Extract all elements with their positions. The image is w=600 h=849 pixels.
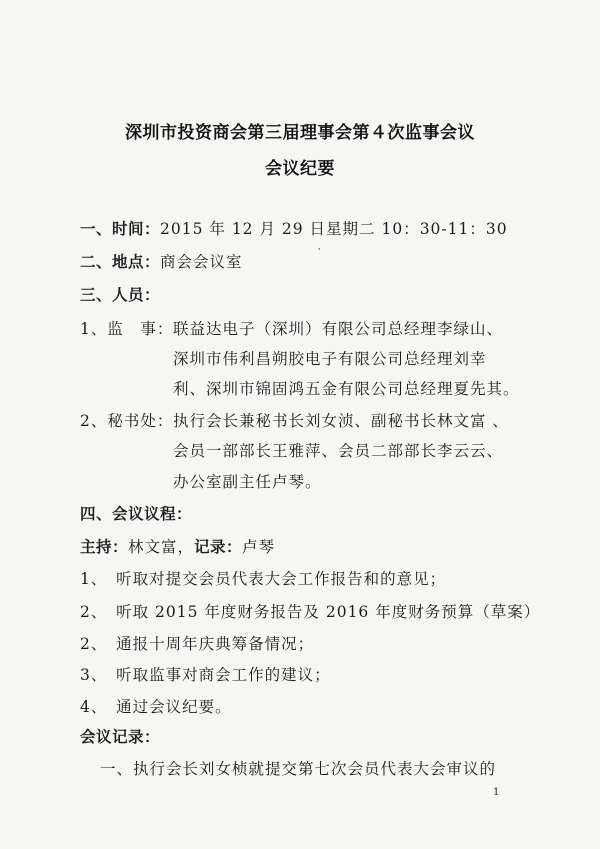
document-title: 深圳市投资商会第三届理事会第４次监事会议 (125, 123, 475, 143)
supervisor-line: 深圳市伟利昌朔胶电子有限公司总经理刘幸 (173, 350, 487, 368)
secretariat-line: 执行会长兼秘书长刘女浈、副秘书长林文富 、 (173, 412, 509, 430)
scan-speck: ⠁ (317, 248, 325, 259)
supervisor-line: 联益达电子（深圳）有限公司总经理李绿山、 (173, 320, 504, 338)
secretariat-line: 会员一部部长王雅萍、会员二部部长李云云、 (173, 442, 504, 460)
recorder-value: 卢琴 (242, 538, 276, 556)
time-row (80, 217, 508, 239)
page-number: 1 (493, 787, 500, 798)
agenda-item: 4、 通过会议纪要。 (80, 698, 232, 716)
agenda-item: 1、 听取对提交会员代表大会工作报告和的意见； (80, 570, 447, 588)
people-label: 三、人员： (80, 286, 161, 304)
document-subtitle: 会议纪要 (265, 159, 335, 179)
time-label: 一、时间： (80, 220, 161, 238)
records-heading: 会议记录： (80, 728, 161, 746)
host-value: 林文富， (128, 538, 195, 556)
agenda-heading: 四、会议议程： (80, 505, 193, 523)
recorder-label: 记录： (194, 538, 243, 556)
supervisor-line: 利、深圳市锦固鸿五金有限公司总经理夏先其。 (173, 380, 520, 398)
agenda-item: 3、 听取监事对商会工作的建议； (80, 666, 331, 684)
agenda-item: 2、 通报十周年庆典筹备情况； (80, 635, 315, 653)
secretariat-line: 办公室副主任卢琴。 (173, 473, 322, 491)
place-label: 二、地点： (80, 253, 161, 271)
place-row (80, 250, 243, 272)
place-value: 商会会议室 (160, 253, 243, 271)
supervisor-label: 1、监 事： (80, 320, 174, 338)
time-value: 2015 年 12 月 29 日星期二 10：30-11：30 (160, 220, 508, 238)
people-row (80, 283, 160, 305)
secretariat-label: 2、秘书处： (80, 412, 174, 430)
host-row (80, 535, 275, 557)
agenda-item: 2、 听取 2015 年度财务报告及 2016 年度财务预算（草案） (80, 603, 541, 621)
records-first-line: 一、执行会长刘女桢就提交第七次会员代表大会审议的 (100, 760, 497, 778)
host-label: 主持： (80, 538, 129, 556)
